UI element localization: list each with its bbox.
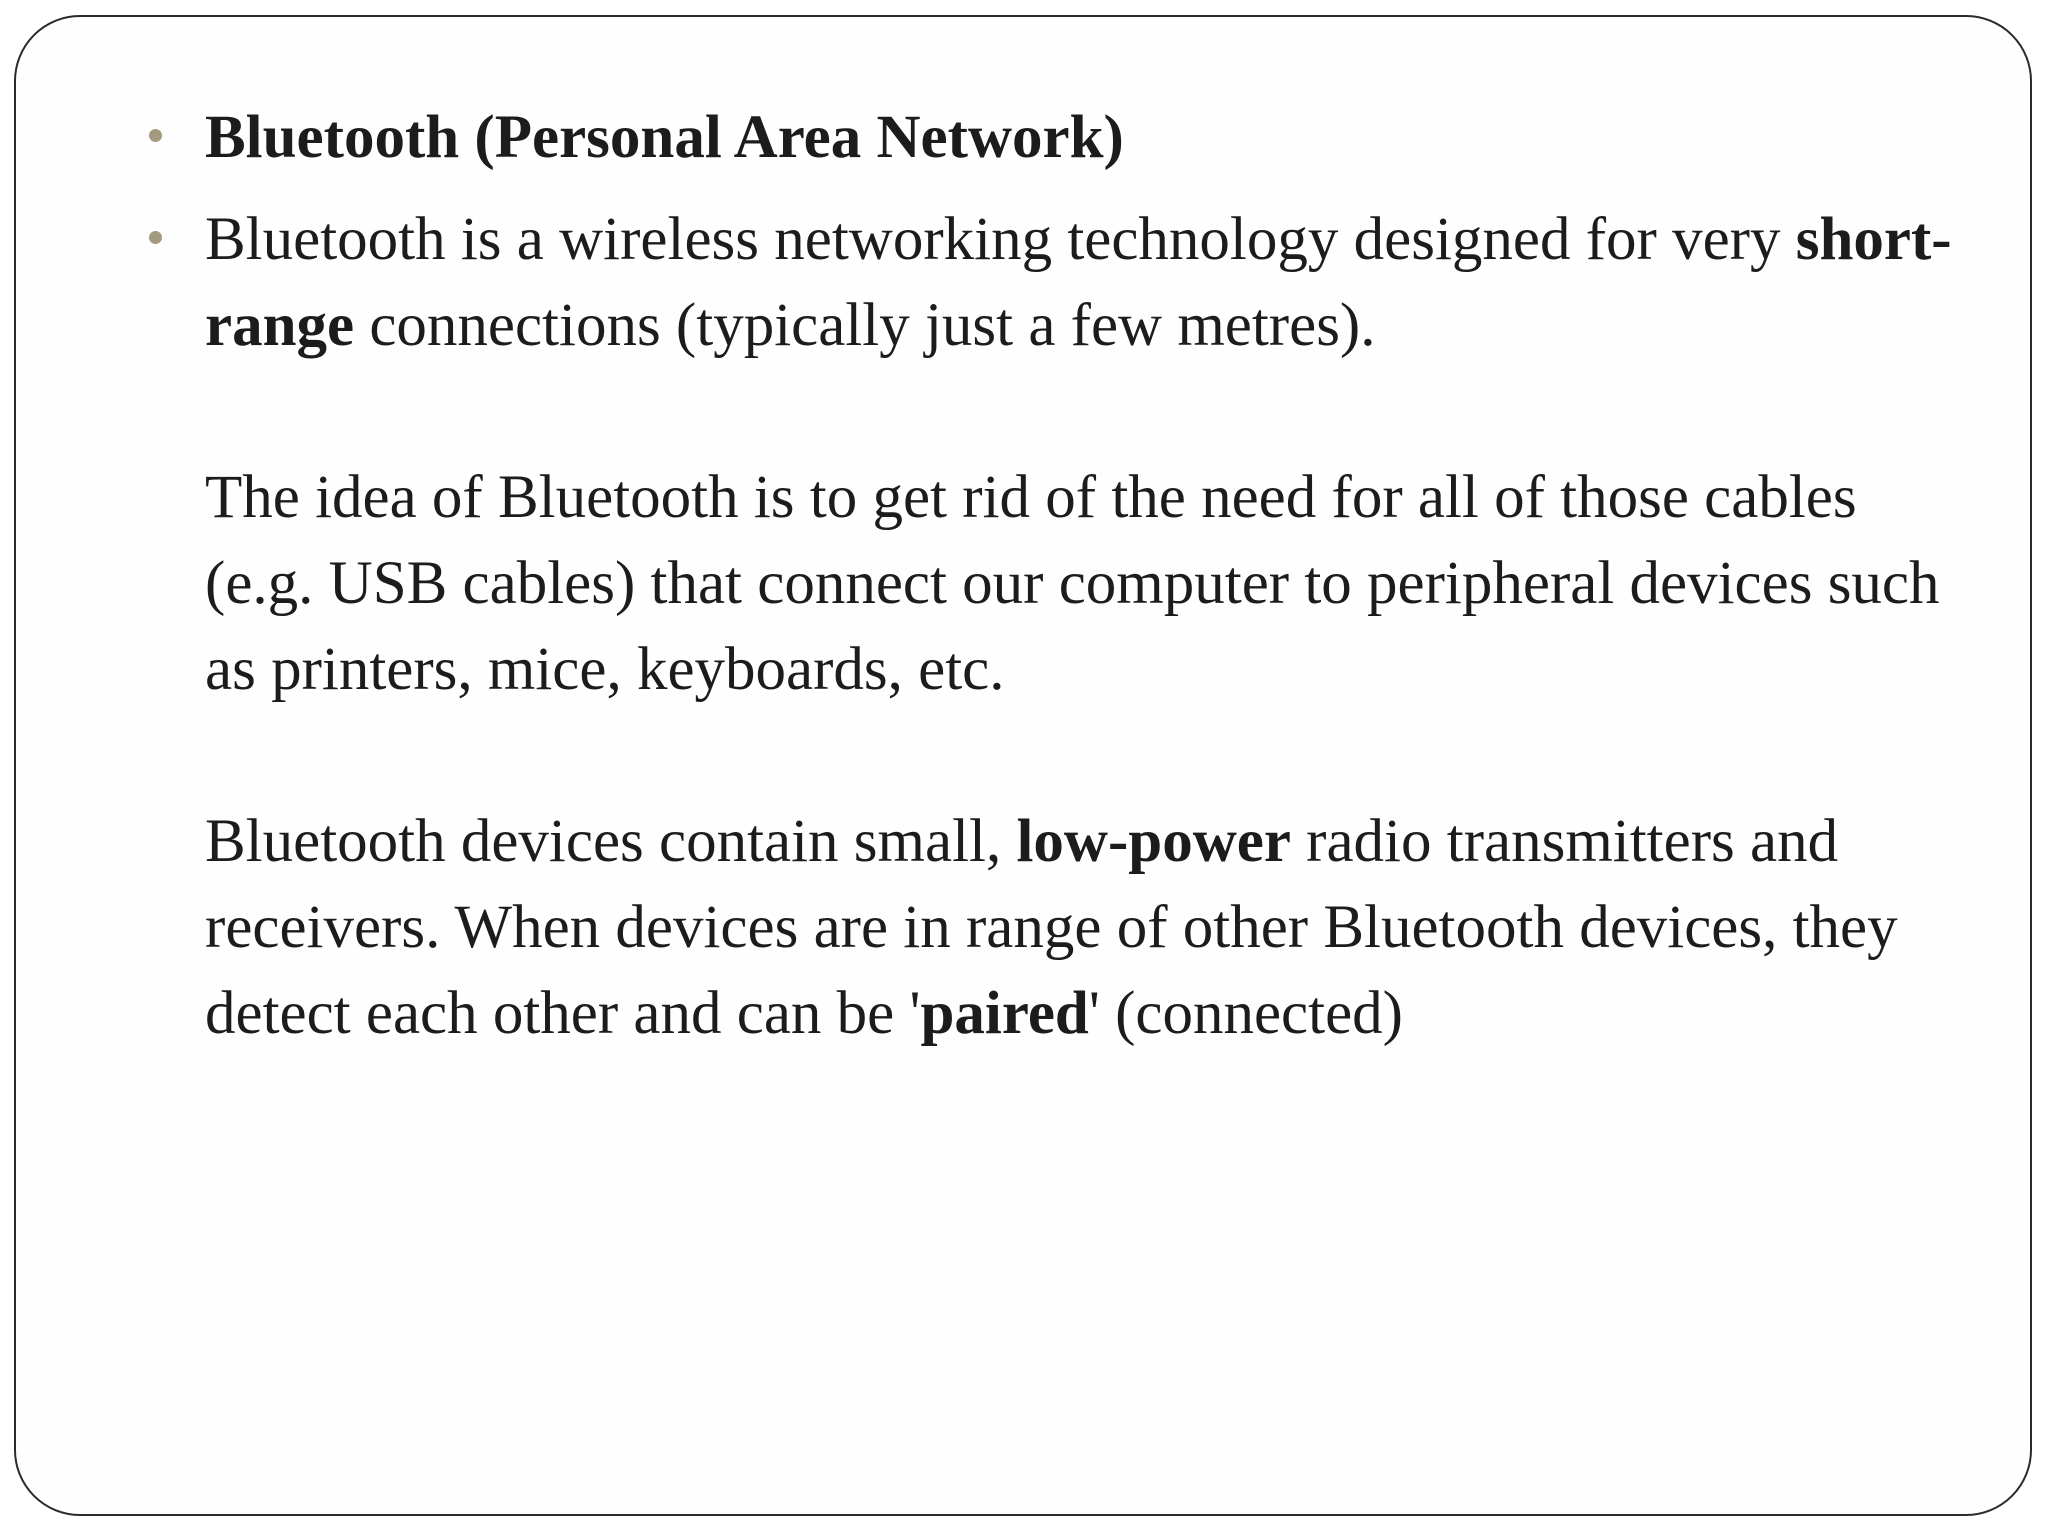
paragraph-gap bbox=[205, 369, 1965, 455]
paragraph-3 bbox=[205, 799, 1965, 1057]
paragraph-1-text-a: Bluetooth is a wireless networking technology designed for very bbox=[205, 206, 1796, 273]
slide-heading: Bluetooth (Personal Area Network) bbox=[205, 104, 1124, 171]
paragraph-3-text-c: ' (connected) bbox=[1088, 980, 1403, 1047]
bullet-dot bbox=[149, 231, 162, 244]
slide-content bbox=[205, 95, 1965, 1057]
paragraph-3-text-b: radio transmitters and receivers. When devices are in range of other Bluetooth devices, they detect each other and can be ' bbox=[205, 808, 1898, 1047]
paragraph-3-text-a: Bluetooth devices contain small, bbox=[205, 808, 1017, 875]
bullet-dot bbox=[149, 129, 162, 142]
paragraph-1-text-b: connections (typically just a few metres). bbox=[354, 292, 1376, 359]
paragraph-gap bbox=[205, 713, 1965, 799]
term-paired: paired bbox=[920, 980, 1089, 1047]
bullet-heading bbox=[205, 95, 1965, 181]
term-low-power: low-power bbox=[1016, 808, 1291, 875]
bullet-body bbox=[205, 197, 1965, 1057]
paragraph-1 bbox=[205, 197, 1965, 369]
term-short-range: short-range bbox=[205, 206, 1952, 359]
paragraph-2: The idea of Bluetooth is to get rid of the need for all of those cables (e.g. USB cables) that connect our computer to peripheral devices such as printers, mice, keyboards, etc. bbox=[205, 464, 1940, 703]
